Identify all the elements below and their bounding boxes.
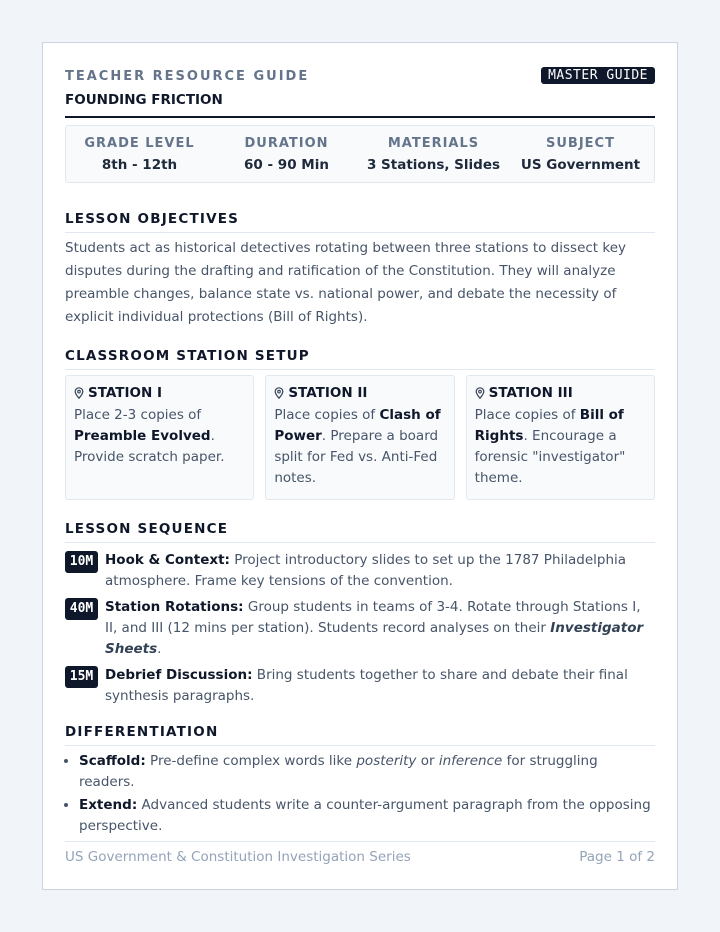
sequence-text — [105, 597, 655, 660]
sequence-step-body: Bring students together to share and debate their final synthesis paragraphs. — [105, 667, 628, 704]
meta-grade-level — [66, 136, 213, 173]
meta-label: SUBJECT — [546, 135, 615, 151]
station-text-post: . Encourage a forensic "investigator" theme. — [474, 428, 626, 486]
guide-header — [65, 69, 655, 118]
station-text-pre: Place copies of — [274, 407, 380, 423]
extend-item — [79, 795, 655, 837]
sequence-item — [65, 665, 655, 707]
station-text-post: . Prepare a board split for Fed vs. Anti-Fed notes. — [274, 428, 439, 486]
objectives-section — [65, 211, 655, 329]
time-badge: 10M — [65, 551, 98, 573]
station-text-post: . Provide scratch paper. — [74, 428, 225, 465]
series-name: US Government & Constitution Investigation Series — [65, 849, 411, 865]
guide-kicker: TEACHER RESOURCE GUIDE — [65, 69, 310, 84]
scaffold-label: Scaffold: — [79, 753, 146, 769]
sequence-item — [65, 597, 655, 660]
guide-page — [42, 42, 678, 890]
station-material: Bill of Rights — [474, 407, 624, 444]
sequence-step-title: Station Rotations: — [105, 599, 244, 615]
station-cards — [65, 375, 655, 500]
sequence-step-title: Debrief Discussion: — [105, 667, 253, 683]
sequence-list — [65, 550, 655, 707]
differentiation-list — [65, 751, 655, 837]
map-pin-icon — [475, 387, 485, 399]
meta-label: GRADE LEVEL — [84, 135, 195, 151]
station-text-pre: Place 2-3 copies of — [74, 407, 202, 423]
station-header — [274, 384, 445, 402]
station-header — [475, 384, 646, 402]
map-pin-icon — [74, 387, 84, 399]
station-material: Clash of Power — [274, 407, 441, 444]
meta-materials — [360, 136, 507, 173]
sequence-step-emphasis: Investigator Sheets — [105, 620, 644, 657]
scaffold-term: posterity — [356, 753, 417, 769]
extend-text: Advanced students write a counter-argument paragraph from the opposing perspective. — [79, 797, 651, 834]
sequence-item — [65, 550, 655, 592]
scaffold-term: inference — [438, 753, 503, 769]
guide-title: FOUNDING FRICTION — [65, 92, 223, 108]
map-pin-icon — [274, 387, 284, 399]
time-badge: 15M — [65, 666, 98, 688]
station-description — [475, 405, 646, 489]
sequence-step-body: Project introductory slides to set up the 1787 Philadelphia atmosphere. Frame key tensions of the convention. — [105, 552, 627, 589]
meta-label: MATERIALS — [387, 135, 480, 151]
scaffold-text: Pre-define complex words like — [145, 753, 357, 769]
sequence-step-body: Group students in teams of 3-4. Rotate through Stations I, II, and III (12 mins per station). Students record analyses on their — [105, 599, 641, 636]
sequence-heading: LESSON SEQUENCE — [65, 521, 655, 543]
meta-duration — [213, 136, 360, 173]
station-card-1 — [65, 375, 254, 500]
station-header — [74, 384, 245, 402]
scaffold-item — [79, 751, 655, 793]
sequence-text — [105, 665, 655, 707]
station-description — [74, 405, 245, 468]
scaffold-text: or — [416, 753, 439, 769]
meta-label: DURATION — [244, 135, 329, 151]
station-card-3 — [466, 375, 655, 500]
master-guide-badge: MASTER GUIDE — [541, 67, 655, 84]
differentiation-section — [65, 724, 655, 837]
station-description — [274, 405, 445, 489]
time-badge: 40M — [65, 598, 98, 620]
station-name: STATION II — [288, 385, 368, 401]
sequence-step-title: Hook & Context: — [105, 552, 230, 568]
station-name: STATION I — [88, 385, 163, 401]
extend-label: Extend: — [79, 797, 138, 813]
station-material: Preamble Evolved — [74, 428, 211, 444]
stations-section — [65, 348, 655, 500]
page-number: Page 1 of 2 — [579, 849, 655, 865]
page-footer — [65, 841, 655, 866]
meta-subject — [507, 136, 654, 173]
meta-value: 8th - 12th — [101, 156, 178, 173]
stations-heading: CLASSROOM STATION SETUP — [65, 348, 655, 370]
sequence-text — [105, 550, 655, 592]
scaffold-text: for struggling readers. — [79, 753, 598, 790]
lesson-meta-bar — [65, 125, 655, 183]
objectives-heading: LESSON OBJECTIVES — [65, 211, 655, 233]
meta-value: 3 Stations, Slides — [366, 156, 501, 173]
sequence-section — [65, 521, 655, 707]
station-name: STATION III — [488, 385, 573, 401]
meta-value: US Government — [520, 156, 641, 173]
sequence-step-tail: . — [157, 641, 162, 657]
station-text-pre: Place copies of — [474, 407, 580, 423]
station-card-2 — [265, 375, 454, 500]
objectives-text: Students act as historical detectives rotating between three stations to dissect key disputes during the drafting and ratification of the Constitution. They will analyze preamble changes, balance state vs. national power, and debate the necessity of explicit individual protections (Bill of Rights). — [65, 240, 627, 325]
meta-value: 60 - 90 Min — [244, 156, 329, 173]
differentiation-heading: DIFFERENTIATION — [65, 724, 655, 746]
